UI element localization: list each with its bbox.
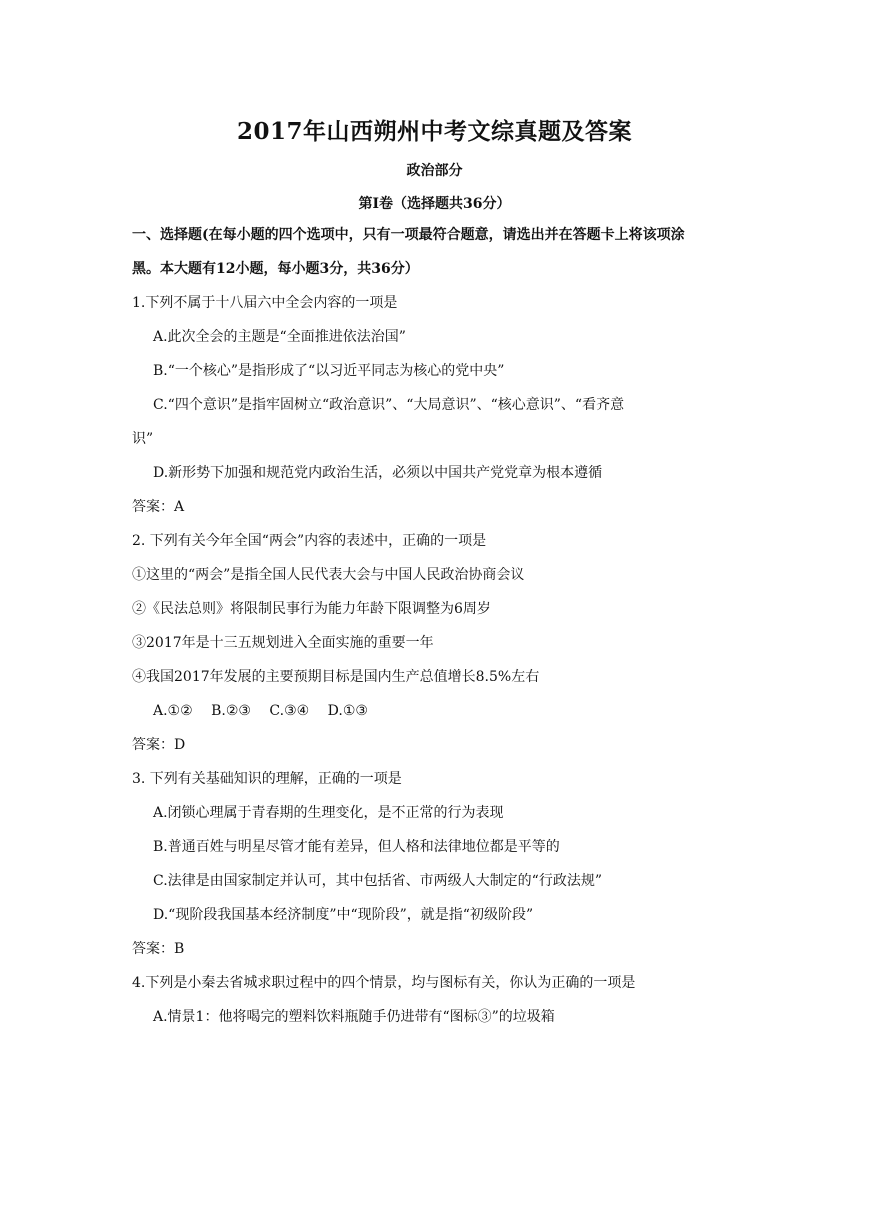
question-1-option-d: D.新形势下加强和规范党内政治生活，必须以中国共产党党章为根本遵循 [153, 465, 603, 481]
question-3-answer: 答案：B [132, 941, 185, 957]
instructions-line-1: 一、选择题(在每小题的四个选项中，只有一项最符合题意，请选出并在答题卡上将该项涂 [132, 227, 685, 243]
question-3-option-b: B.普通百姓与明星尽管才能有差异，但人格和法律地位都是平等的 [153, 839, 560, 855]
question-2-stem: 2. 下列有关今年全国“两会”内容的表述中，正确的一项是 [132, 533, 487, 549]
question-3-option-d: D.“现阶段我国基本经济制度”中“现阶段”，就是指“初级阶段” [153, 907, 534, 923]
document-title: 2017年山西朔州中考文综真题及答案 [236, 118, 632, 145]
part-heading: 第Ⅰ卷（选择题共36分） [358, 196, 511, 212]
question-2-item-1: ①这里的“两会”是指全国人民代表大会与中国人民政治协商会议 [132, 567, 525, 583]
question-2-item-4: ④我国2017年发展的主要预期目标是国内生产总值增长8.5%左右 [132, 669, 540, 685]
question-4-stem: 4.下列是小秦去省城求职过程中的四个情景，均与图标有关，你认为正确的一项是 [132, 975, 636, 991]
question-1-option-b: B.“一个核心”是指形成了“以习近平同志为核心的党中央” [153, 363, 505, 379]
question-2-choices [153, 702, 763, 720]
question-2-choice-c: C.③④ [269, 703, 310, 719]
question-3-option-c: C.法律是由国家制定并认可，其中包括省、市两级人大制定的“行政法规” [153, 873, 602, 889]
question-2-item-3: ③2017年是十三五规划进入全面实施的重要一年 [132, 635, 434, 651]
question-3-option-a: A.闭锁心理属于青春期的生理变化，是不正常的行为表现 [153, 805, 504, 821]
question-1-option-c-continued: 识” [132, 431, 154, 447]
question-1-stem: 1.下列不属于十八届六中全会内容的一项是 [132, 295, 398, 311]
question-2-item-2: ②《民法总则》将限制民事行为能力年龄下限调整为6周岁 [132, 601, 491, 617]
question-1-option-c: C.“四个意识”是指牢固树立“政治意识”、“大局意识”、“核心意识”、“看齐意 [153, 397, 625, 413]
question-1-answer: 答案：A [132, 499, 185, 515]
question-3-stem: 3. 下列有关基础知识的理解，正确的一项是 [132, 771, 402, 787]
question-2-choice-a: A.①② [153, 703, 193, 719]
question-2-answer: 答案：D [132, 737, 186, 753]
instructions-line-2: 黑。本大题有12小题，每小题3分，共36分） [132, 261, 419, 277]
question-4-option-a: A.情景1：他将喝完的塑料饮料瓶随手仍进带有“图标③”的垃圾箱 [153, 1009, 555, 1025]
question-2-choice-b: B.②③ [211, 703, 251, 719]
question-2-choice-d: D.①③ [327, 703, 368, 719]
question-1-option-a: A.此次全会的主题是“全面推进依法治国” [153, 329, 406, 345]
section-heading: 政治部分 [406, 163, 463, 179]
